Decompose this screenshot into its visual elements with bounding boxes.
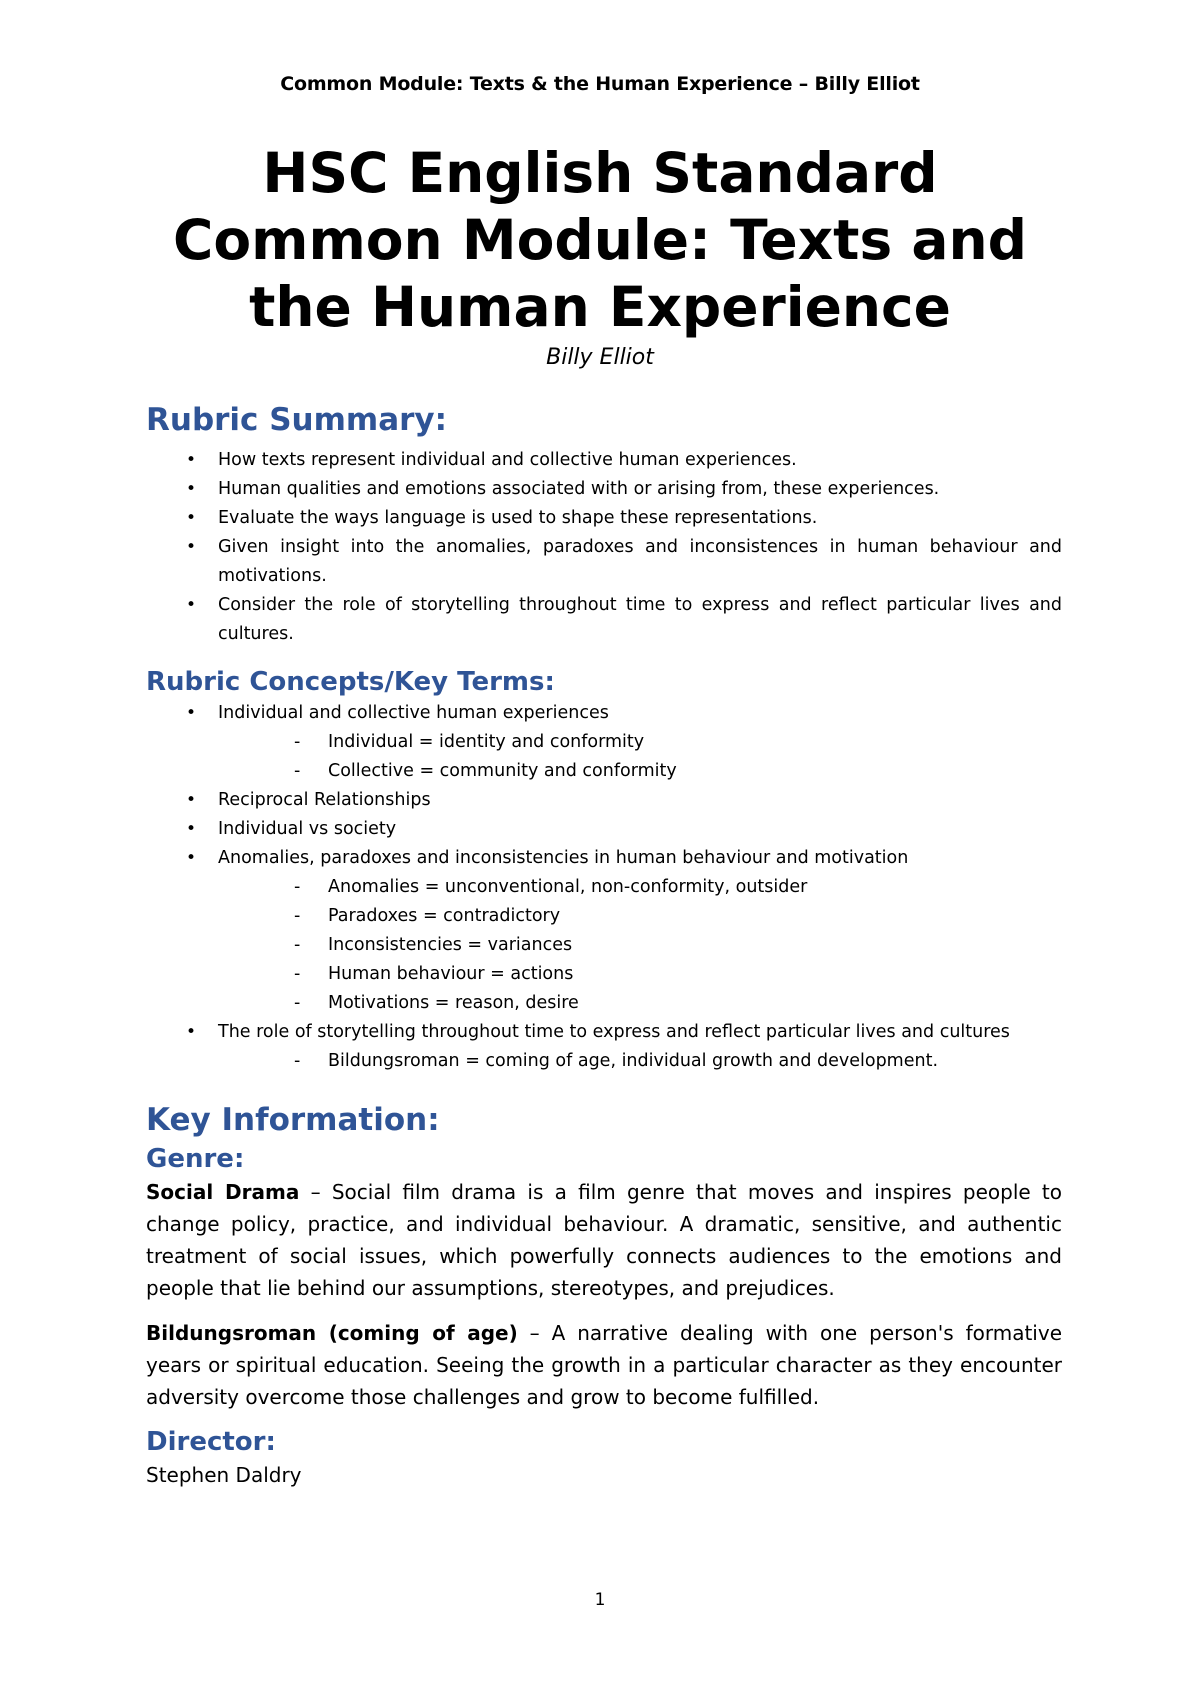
bullet-icon: •	[186, 703, 197, 723]
subtitle: Billy Elliot	[546, 345, 654, 370]
rubric-concepts-heading: Rubric Concepts/Key Terms:	[146, 667, 555, 697]
list-item	[146, 699, 1062, 728]
list-item-text: Consider the role of storytelling throughout time to express and reflect particular lives and cultures.	[218, 595, 1062, 644]
sub-list-item-text: Paradoxes = contradictory	[328, 906, 561, 926]
sub-list-item	[146, 873, 1062, 902]
sub-list-item-text: Motivations = reason, desire	[328, 993, 579, 1013]
bullet-icon: •	[186, 450, 197, 470]
list-item	[146, 533, 1062, 591]
dash-icon: -	[294, 935, 301, 955]
key-information-heading: Key Information:	[146, 1102, 440, 1138]
sub-list-item	[146, 1047, 1062, 1076]
main-title-line: Common Module: Texts and	[172, 208, 1027, 272]
list-item-text: The role of storytelling throughout time to express and reflect particular lives and cultures	[218, 1022, 1010, 1042]
title-block	[100, 140, 1100, 370]
sub-list-item	[146, 989, 1062, 1018]
sub-list-item	[146, 902, 1062, 931]
sub-list-item-text: Inconsistencies = variances	[328, 935, 573, 955]
bildungsroman-term: Bildungsroman (coming of age)	[146, 1321, 518, 1345]
main-title-line: the Human Experience	[249, 275, 951, 339]
main-title-line: HSC English Standard	[262, 141, 938, 205]
dash-icon: -	[294, 1051, 301, 1071]
genre-heading: Genre:	[146, 1144, 245, 1174]
content-body	[146, 400, 1062, 1491]
sub-list-item-text: Collective = community and conformity	[328, 761, 677, 781]
bullet-icon: •	[186, 537, 197, 557]
list-item	[146, 591, 1062, 649]
dash-icon: -	[294, 732, 301, 752]
running-header: Common Module: Texts & the Human Experience – Billy Elliot	[280, 73, 920, 95]
list-item	[146, 815, 1062, 844]
rubric-summary-list	[146, 446, 1062, 649]
rubric-concepts-sublist	[146, 873, 1062, 1018]
dash-icon: -	[294, 964, 301, 984]
bildungsroman-paragraph	[146, 1317, 1062, 1413]
bullet-icon: •	[186, 819, 197, 839]
list-item	[146, 475, 1062, 504]
rubric-concepts-list	[146, 786, 1062, 873]
bildungsroman-text: – A narrative dealing with one person's formative years or spiritual education. Seeing the growth in a particular character as they encounter adversity overcome those challenges and grow to become fulfilled.	[146, 1321, 1062, 1409]
director-name: Stephen Daldry	[146, 1463, 302, 1487]
sub-list-item	[146, 960, 1062, 989]
director-heading: Director:	[146, 1427, 276, 1457]
list-item-text: Evaluate the ways language is used to shape these representations.	[218, 508, 818, 528]
list-item-text: How texts represent individual and collective human experiences.	[218, 450, 797, 470]
bullet-icon: •	[186, 790, 197, 810]
bullet-icon: •	[186, 848, 197, 868]
bullet-icon: •	[186, 595, 197, 615]
dash-icon: -	[294, 993, 301, 1013]
sub-list-item-text: Bildungsroman = coming of age, individual growth and development.	[328, 1051, 939, 1071]
list-item	[146, 786, 1062, 815]
bullet-icon: •	[186, 1022, 197, 1042]
social-drama-paragraph	[146, 1176, 1062, 1304]
rubric-concepts-list	[146, 1018, 1062, 1047]
list-item-text: Individual and collective human experiences	[218, 703, 609, 723]
rubric-summary-heading: Rubric Summary:	[146, 402, 448, 438]
sub-list-item	[146, 931, 1062, 960]
dash-icon: -	[294, 761, 301, 781]
page-number: 1	[594, 1590, 606, 1610]
dash-icon: -	[294, 906, 301, 926]
dash-icon: -	[294, 877, 301, 897]
list-item	[146, 844, 1062, 873]
sub-list-item	[146, 728, 1062, 757]
main-title	[100, 140, 1100, 341]
list-item	[146, 446, 1062, 475]
sub-list-item	[146, 757, 1062, 786]
social-drama-term: Social Drama	[146, 1180, 300, 1204]
sub-list-item-text: Anomalies = unconventional, non-conformity, outsider	[328, 877, 808, 897]
rubric-concepts-sublist	[146, 728, 1062, 786]
list-item-text: Human qualities and emotions associated with or arising from, these experiences.	[218, 479, 940, 499]
list-item	[146, 504, 1062, 533]
list-item-text: Anomalies, paradoxes and inconsistencies in human behaviour and motivation	[218, 848, 909, 868]
rubric-concepts-list	[146, 699, 1062, 728]
list-item-text: Individual vs society	[218, 819, 397, 839]
sub-list-item-text: Individual = identity and conformity	[328, 732, 645, 752]
list-item	[146, 1018, 1062, 1047]
list-item-text: Given insight into the anomalies, paradoxes and inconsistences in human behaviour and motivations.	[218, 537, 1062, 586]
bullet-icon: •	[186, 508, 197, 528]
social-drama-text: – Social film drama is a film genre that moves and inspires people to change policy, practice, and individual behaviour. A dramatic, sensitive, and authentic treatment of social issues, which powerfully connects audiences to the emotions and people that lie behind our assumptions, stereotypes, and prejudices.	[146, 1180, 1062, 1300]
rubric-concepts-sublist	[146, 1047, 1062, 1076]
bullet-icon: •	[186, 479, 197, 499]
sub-list-item-text: Human behaviour = actions	[328, 964, 574, 984]
list-item-text: Reciprocal Relationships	[218, 790, 431, 810]
